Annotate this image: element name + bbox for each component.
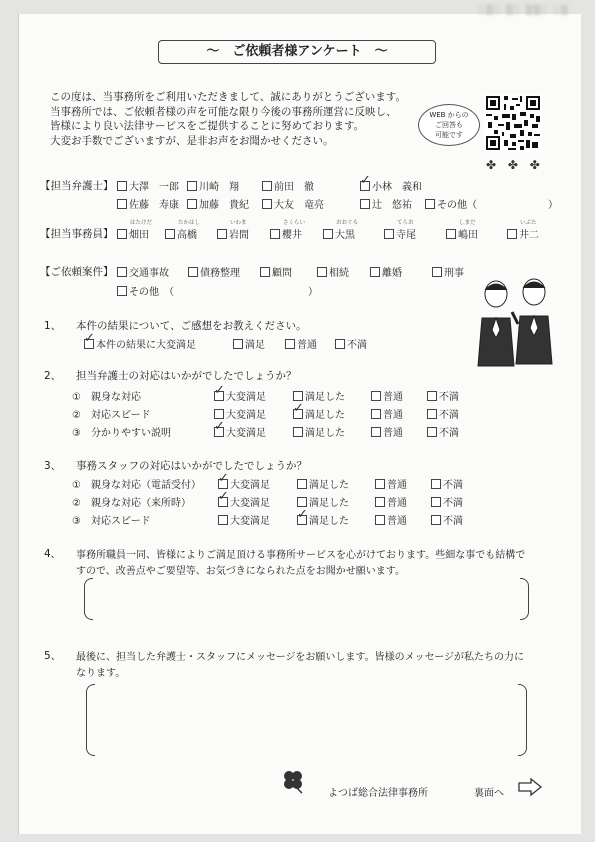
checkbox[interactable] xyxy=(297,479,307,489)
q3-text: 事務スタッフの対応はいかがでしたでしょうか？ xyxy=(76,460,307,472)
q2-option[interactable]: 普通 xyxy=(371,388,403,403)
lawyers-label: 【担当弁護士】 xyxy=(40,180,114,192)
checkbox[interactable] xyxy=(293,391,303,401)
lawyer-option[interactable]: 前田 徹 xyxy=(262,178,314,193)
checkbox[interactable] xyxy=(431,497,441,507)
intro-line: 当事務所では、ご依頼者様の声を可能な限り今後の事務所運営に反映し、 xyxy=(50,105,397,118)
q2-option[interactable]: ✓ 大変満足 xyxy=(214,419,266,439)
staff-option[interactable]: 寺尾 xyxy=(384,226,416,241)
checkbox[interactable] xyxy=(285,339,295,349)
q3-option[interactable]: 不満 xyxy=(431,494,463,509)
checkbox[interactable] xyxy=(214,419,225,437)
q2-number: 2、 xyxy=(44,370,62,382)
q2-option[interactable]: ✓ 大変満足 xyxy=(214,383,266,403)
staff-option[interactable]: 畑田 xyxy=(117,226,149,241)
q1-option[interactable]: 満足 xyxy=(233,336,265,351)
q4-answer-area-right[interactable] xyxy=(520,578,529,620)
intro-line: 皆様により良い法律サービスをご提供することに努めております。 xyxy=(50,120,365,133)
staff-option[interactable]: 嶋田 xyxy=(446,226,478,241)
q2-option[interactable]: ✓ 満足した xyxy=(293,401,345,421)
web-answer-bubble: WEB からの ご回答も 可能です xyxy=(418,104,480,146)
checkbox[interactable] xyxy=(84,331,95,349)
checkmark-icon: ✓ xyxy=(293,401,304,416)
q4-number: 4、 xyxy=(44,548,62,560)
q5-answer-area-right[interactable] xyxy=(518,684,527,756)
q3-option[interactable]: 満足した xyxy=(297,494,349,509)
q3-number: 3、 xyxy=(44,460,62,472)
staff-illustration-icon xyxy=(472,278,558,370)
checkbox[interactable] xyxy=(214,383,225,401)
q3-row-label: ③ 対応スピード xyxy=(72,516,151,527)
checkbox[interactable] xyxy=(117,199,127,209)
checkbox[interactable] xyxy=(218,515,228,525)
staff-option[interactable]: 高橋 xyxy=(165,226,197,241)
checkbox[interactable] xyxy=(335,339,345,349)
q4-text-line: すので、改善点やご要望等、お気づきになられた点をお聞かせ願います。 xyxy=(76,566,405,577)
checkmark-icon: ✓ xyxy=(218,489,229,504)
staff-option[interactable]: 大黒 xyxy=(323,226,355,241)
clover-decoration-icon: ✤ ✤ ✤ xyxy=(486,158,544,172)
q2-option[interactable]: 不満 xyxy=(427,406,459,421)
checkbox[interactable] xyxy=(117,267,127,277)
lawyer-option[interactable]: ✓ 小林 義和 xyxy=(360,173,422,193)
case-option[interactable]: 顧問 xyxy=(260,264,292,279)
q5-text-line: なります。 xyxy=(76,668,126,679)
case-option[interactable]: 相続 xyxy=(317,264,349,279)
checkbox[interactable] xyxy=(427,391,437,401)
case-option[interactable]: 刑事 xyxy=(432,264,464,279)
q3-option[interactable]: 普通 xyxy=(375,476,407,491)
checkbox[interactable] xyxy=(375,497,385,507)
q2-option[interactable]: 大変満足 xyxy=(214,406,266,421)
checkbox[interactable] xyxy=(297,507,308,525)
q2-row-label: ③ 分かりやすい説明 xyxy=(72,428,171,439)
checkbox[interactable] xyxy=(233,339,243,349)
q4-answer-area-left[interactable] xyxy=(84,578,93,620)
q1-text: 本件の結果について、ご感想をお教えください。 xyxy=(76,320,307,332)
case-option[interactable]: 離婚 xyxy=(370,264,402,279)
checkbox[interactable] xyxy=(371,391,381,401)
intro-text xyxy=(50,90,406,148)
staff-label: 【担当事務員】 xyxy=(40,228,114,240)
q1-option[interactable]: 不満 xyxy=(335,336,367,351)
lawyer-option[interactable]: 佐藤 寿康 xyxy=(117,196,179,211)
intro-line: 大変お手数でございますが、是非お声をお聞かせください。 xyxy=(50,134,334,147)
q2-option[interactable]: 不満 xyxy=(427,388,459,403)
lawyer-option[interactable]: 加藤 貴紀 xyxy=(187,196,249,211)
checkbox[interactable] xyxy=(165,229,175,239)
next-page-label: 裏面へ xyxy=(474,788,504,799)
checkbox[interactable] xyxy=(425,199,435,209)
case-option[interactable]: 交通事故 xyxy=(117,264,169,279)
checkbox[interactable] xyxy=(117,286,127,296)
case-option[interactable]: 債務整理 xyxy=(188,264,240,279)
q1-number: 1、 xyxy=(44,320,62,332)
qr-code-icon[interactable] xyxy=(484,94,542,152)
q3-row-label: ① 親身な対応（電話受付） xyxy=(72,480,201,491)
checkbox[interactable] xyxy=(507,229,517,239)
paren-close: ） xyxy=(308,287,318,298)
checkbox[interactable] xyxy=(218,489,229,507)
q3-row-label: ② 親身な対応（来所時） xyxy=(72,498,191,509)
checkbox[interactable] xyxy=(431,515,441,525)
checkbox[interactable] xyxy=(187,199,197,209)
checkbox[interactable] xyxy=(260,267,270,277)
checkmark-icon: ✓ xyxy=(218,471,229,486)
lawyer-option[interactable]: 大友 竜亮 xyxy=(262,196,324,211)
q5-number: 5、 xyxy=(44,650,62,662)
q1-option[interactable]: ✓ 本件の結果に大変満足 xyxy=(84,331,196,351)
checkbox[interactable] xyxy=(384,229,394,239)
checkbox[interactable] xyxy=(371,427,381,437)
checkbox[interactable] xyxy=(188,267,198,277)
q2-option[interactable]: 満足した xyxy=(293,424,345,439)
checkbox[interactable] xyxy=(427,427,437,437)
checkbox[interactable] xyxy=(375,515,385,525)
checkbox[interactable] xyxy=(360,173,371,191)
firm-name: よつば総合法律事務所 xyxy=(328,788,428,799)
q3-option[interactable]: ✓ 大変満足 xyxy=(218,489,270,509)
checkbox[interactable] xyxy=(293,427,303,437)
checkbox[interactable] xyxy=(371,409,381,419)
checkbox[interactable] xyxy=(218,471,229,489)
q3-option[interactable]: 不満 xyxy=(431,476,463,491)
checkbox[interactable] xyxy=(270,229,280,239)
checkbox[interactable] xyxy=(375,479,385,489)
q3-option[interactable]: 普通 xyxy=(375,494,407,509)
q5-text-line: 最後に、担当した弁護士・スタッフにメッセージをお願いします。皆様のメッセージが私たちの力に xyxy=(76,652,524,663)
checkbox[interactable] xyxy=(432,267,442,277)
q4-text-line: 事務所職員一同、皆様によりご満足頂ける事務所サービスを心がけております。些細な事でも結構で xyxy=(76,550,526,561)
q5-answer-area-left[interactable] xyxy=(86,684,95,756)
checkbox[interactable] xyxy=(117,229,127,239)
checkbox[interactable] xyxy=(317,267,327,277)
staff-option[interactable]: 井二 xyxy=(507,226,539,241)
checkbox[interactable] xyxy=(360,199,370,209)
staff-option[interactable]: 櫻井 xyxy=(270,226,302,241)
q2-option[interactable]: 不満 xyxy=(427,424,459,439)
checkmark-icon: ✓ xyxy=(214,383,225,398)
staff-option[interactable]: 岩間 xyxy=(217,226,249,241)
checkmark-icon: ✓ xyxy=(84,331,95,346)
checkbox[interactable] xyxy=(323,229,333,239)
checkbox[interactable] xyxy=(297,497,307,507)
intro-line: この度は、当事務所をご利用いただきまして、誠にありがとうございます。 xyxy=(50,91,406,103)
q1-option[interactable]: 普通 xyxy=(285,336,317,351)
q2-option[interactable]: 普通 xyxy=(371,424,403,439)
checkbox[interactable] xyxy=(446,229,456,239)
clover-logo-icon xyxy=(280,768,306,794)
checkbox[interactable] xyxy=(214,409,224,419)
checkmark-icon: ✓ xyxy=(360,173,371,188)
page-title: 〜 ご依頼者様アンケート 〜 xyxy=(158,40,436,64)
checkbox[interactable] xyxy=(431,479,441,489)
q2-option[interactable]: 満足した xyxy=(293,388,345,403)
lawyer-option[interactable]: 川崎 翔 xyxy=(187,178,239,193)
q3-option[interactable]: ✓ 満足した xyxy=(297,507,349,527)
q3-option[interactable]: 満足した xyxy=(297,476,349,491)
paren-close: ） xyxy=(548,200,558,211)
q3-option[interactable]: 普通 xyxy=(375,512,407,527)
q2-text: 担当弁護士の対応はいかがでしたでしょうか？ xyxy=(76,370,297,382)
checkbox[interactable] xyxy=(117,181,127,191)
q2-row-label: ② 対応スピード xyxy=(72,410,151,421)
checkbox[interactable] xyxy=(293,401,304,419)
checkbox[interactable] xyxy=(217,229,227,239)
lawyer-option[interactable]: 辻 悠祐 xyxy=(360,196,412,211)
checkmark-icon: ✓ xyxy=(214,419,225,434)
case-option-other[interactable]: その他 （ xyxy=(117,283,174,298)
arrow-right-icon[interactable] xyxy=(518,778,542,796)
q3-option[interactable]: 不満 xyxy=(431,512,463,527)
lawyer-option[interactable]: 大澤 一郎 xyxy=(117,178,179,193)
checkmark-icon: ✓ xyxy=(297,507,308,522)
lawyer-option-other[interactable]: その他（ xyxy=(425,196,477,211)
blurred-page-code: ░▒░ ▒░ ▒▒░ ░▒ xyxy=(478,6,569,16)
q3-option[interactable]: ✓ 大変満足 xyxy=(218,471,270,491)
checkbox[interactable] xyxy=(187,181,197,191)
checkbox[interactable] xyxy=(262,199,272,209)
q3-option[interactable]: 大変満足 xyxy=(218,512,270,527)
checkbox[interactable] xyxy=(370,267,380,277)
cases-label: 【ご依頼案件】 xyxy=(40,266,114,278)
q2-option[interactable]: 普通 xyxy=(371,406,403,421)
checkbox[interactable] xyxy=(427,409,437,419)
q2-row-label: ① 親身な対応 xyxy=(72,392,141,403)
checkbox[interactable] xyxy=(262,181,272,191)
